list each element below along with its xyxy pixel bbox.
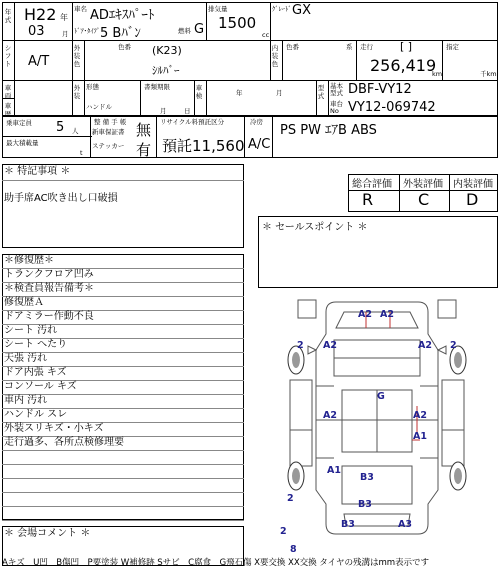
loadcap-unit: t [80,149,83,157]
int-color-unit: 系 [346,43,353,51]
doc-month-label: 月 [160,107,167,115]
fuel-label: 燃料 [178,27,191,35]
grade-label: ｸﾞﾚｰﾄﾞ [272,5,292,13]
model-label: 型式 [317,84,325,100]
capacity-unit: 人 [72,127,79,135]
shift-label: シフト [4,44,12,68]
history-label: 車歴 [4,102,12,118]
damage-mark: 2 [297,340,304,351]
inspector-item: シート へたり [4,339,68,350]
overall-grade-label: 総合評価 [352,179,392,190]
capacity-label: 乗車定員 [6,119,32,127]
damage-mark: A2 [418,340,432,351]
aircon-value: A/C [248,137,271,152]
displacement-label: 排気量 [208,5,228,13]
damage-mark: 8 [290,544,297,555]
sticker-value: 有 [136,141,152,159]
inspection-label: 指定 [446,43,459,51]
loadcap-label: 最大積載量 [6,139,39,147]
inspector-item: ハンドル スレ [4,409,68,420]
inspector-item: コンソール キズ [4,381,77,392]
year-label: 年式 [4,8,12,24]
inspector-title: ＊検査員報告備考＊ [4,283,94,294]
remarks-rule [2,464,244,465]
damage-mark: A2 [323,410,337,421]
inspector-item: ドアミラー作動不良 [4,311,94,322]
recycle-value: 預託11,560 [162,137,245,155]
mileage-label: 走行 [360,43,373,51]
damage-mark: A1 [327,465,341,476]
int-color-label: 内装色 [271,44,279,68]
damage-mark: A3 [398,519,412,530]
ext-label: 外装 [73,84,81,100]
damage-mark: 2 [287,493,294,504]
ext-color-code: (K23) [152,44,182,57]
chassis-value: VY12-069742 [348,100,436,115]
special-notes-text: 助手席AC吹き出し口破損 [4,193,118,204]
special-notes-title: ＊ 特記事項 ＊ [4,166,71,177]
shaken-label: 車検 [195,84,203,100]
carname-value: ADｴｷｽﾊﾟｰﾄ [90,8,155,23]
car-damage-diagram [286,290,468,540]
inspection-unit: 千km [480,70,497,78]
interior-grade-label: 内装評価 [453,179,493,190]
damage-mark: A2 [413,410,427,421]
inspector-item: 外装スリキズ・小キズ [4,423,104,434]
shaken-month-label: 月 [276,89,283,97]
month-value: 03 [28,24,45,39]
grade-value: GX [292,3,311,18]
legend-text: Aキズ U凹 B傷凹 P要塗装 W補修跡 Sサビ C腐食 G飛石傷 X要交換 XX交換 タイヤの残溝はmm表示です [2,558,430,568]
damage-mark: 2 [280,526,287,537]
damage-mark: G [377,391,385,402]
ext-color-name: ｼﾙﾊﾞｰ [152,64,180,77]
doortype-label: ﾄﾞｱ･ﾀｲﾌﾟ [74,27,100,35]
year-value: H22 [24,5,57,24]
month-unit: 月 [62,30,69,38]
displacement-unit: cc [262,31,270,39]
remarks-rule [2,492,244,493]
equipment-value: PS PW ｴｱB ABS [280,123,377,138]
base-model-value: DBF-VY12 [348,82,412,97]
maint-label: 整 備 手 帳 [94,118,127,126]
remarks-rule [2,520,244,521]
damage-mark: A2 [323,340,337,351]
inspector-item: シート 汚れ [4,325,58,336]
ext-color-code-label: 色番 [118,43,131,51]
handle-label: ハンドル [86,103,112,111]
remarks-rule [2,506,244,507]
doortype-value: 5 Bﾊﾞﾝ [100,26,141,41]
maint-sub-label: 新車保証書 [92,128,125,136]
damage-mark: B3 [360,472,374,483]
inspector-item: 走行過多、各所点検修理要 [4,437,124,448]
year-unit: 年 [60,13,68,22]
overall-grade-value: R [362,190,374,209]
repair-history-text: トランクフロア凹み [4,269,94,280]
remarks-rule [2,478,244,479]
mileage-bracket: [ ] [400,40,413,53]
venue-comment-title: ＊ 会場コメント ＊ [4,528,91,539]
shift-value: A/T [28,54,50,69]
shaken-year-label: 年 [236,89,243,97]
mileage-value: 256,419 [370,56,437,75]
inspector-item: ドア内張 キズ [4,367,67,378]
ext-color-label: 外装色 [73,44,81,68]
damage-mark: 2 [450,340,457,351]
int-color-code-label: 色番 [286,43,299,51]
recycle-label: リサイクル料預託区分 [160,118,225,126]
base-model-label: 基本型式 [330,82,343,97]
sticker-label: ステッカー [92,142,125,150]
damage-mark: B3 [358,499,372,510]
sales-point-title: ＊ セールスポイント ＊ [262,222,368,233]
damage-mark: A2 [358,309,372,320]
inspector-item: 車内 汚れ [4,395,48,406]
form-label: 形態 [86,83,99,91]
displacement-value: 1500 [218,14,257,32]
doc-label: 書類期限 [144,83,170,91]
damage-mark: A2 [380,309,394,320]
damage-mark: A1 [413,431,427,442]
interior-grade-value: D [466,190,479,209]
inspector-item: 天張 汚れ [4,353,48,364]
chassis-label: 車台No [330,100,343,115]
inspector-item: 修復歴Ａ [4,297,44,308]
exterior-grade-value: C [418,190,430,209]
repair-history-title: ＊修復歴＊ [4,255,54,266]
mileage-unit: km [432,70,443,78]
exterior-grade-label: 外装評価 [403,179,443,190]
vehicle-label: 車両 [4,84,12,100]
damage-mark: B3 [341,519,355,530]
carname-label: 車名 [74,5,87,13]
fuel-value: G [194,22,205,37]
capacity-value: 5 [56,120,65,135]
maint-value: 無 [136,121,152,139]
doc-day-label: 日 [184,107,191,115]
aircon-label: 冷房 [250,118,263,126]
